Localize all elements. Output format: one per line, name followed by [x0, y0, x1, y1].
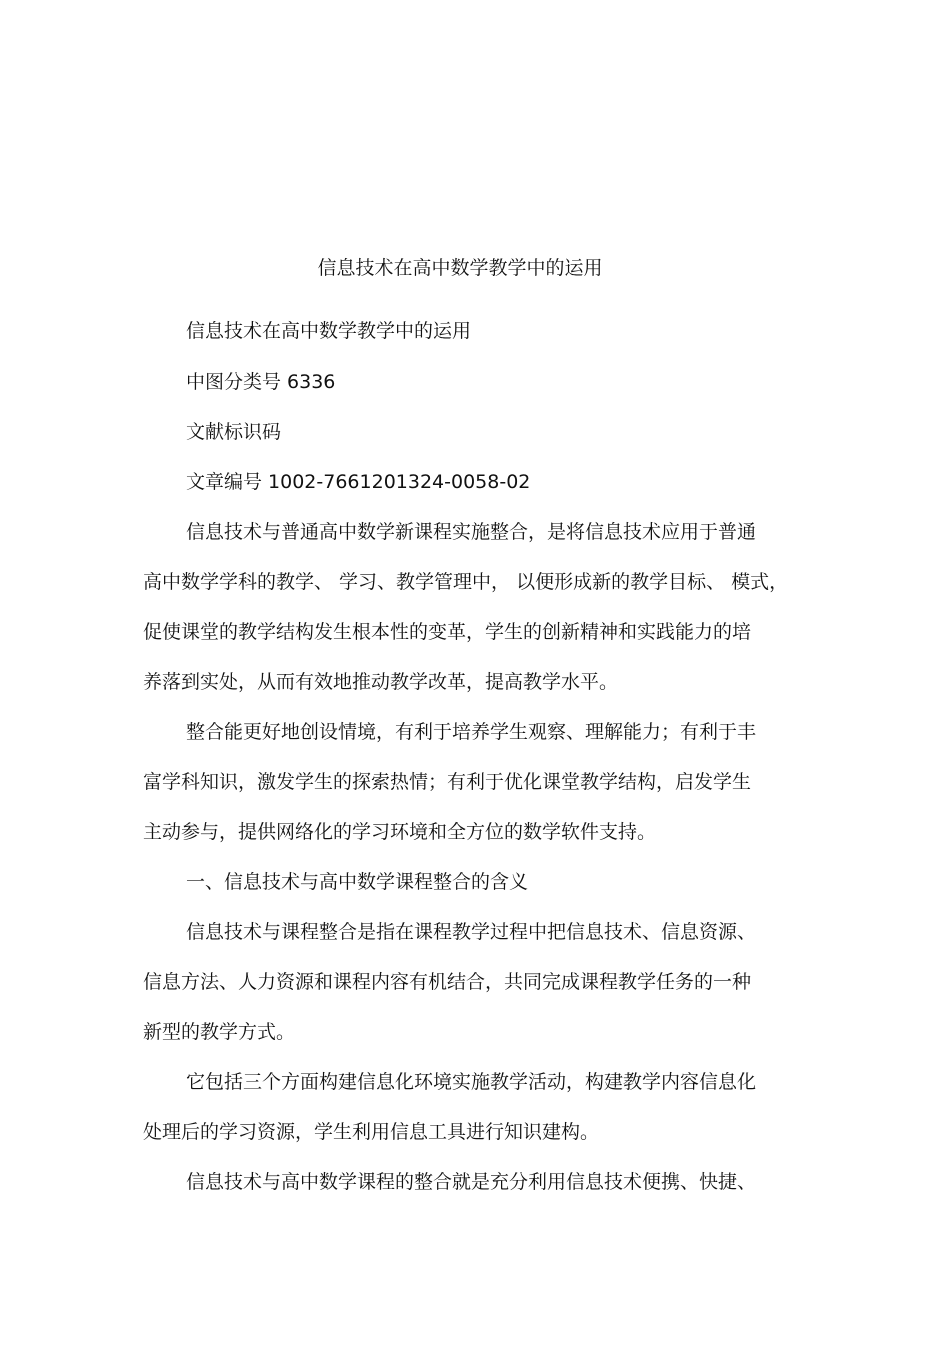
paragraph-1-line-3: 促使课堂的教学结构发生根本性的变革，学生的创新精神和实践能力的培 [143, 621, 752, 643]
paragraph-1-line-1: 信息技术与普通高中数学新课程实施整合，是将信息技术应用于普通 [186, 521, 757, 543]
paragraph-5-line-2: 处理后的学习资源，学生利用信息工具进行知识建构。 [143, 1121, 600, 1143]
paragraph-2-line-1: 整合能更好地创设情境，有利于培养学生观察、理解能力；有利于丰 [186, 721, 757, 743]
paragraph-6-line-1: 信息技术与高中数学课程的整合就是充分利用信息技术便携、快捷、 [186, 1171, 757, 1193]
article-number: 文章编号 1002-7661201324-0058-02 [186, 471, 531, 493]
paragraph-1-line-2: 高中数学学科的教学、 学习、教学管理中， 以便形成新的教学目标、 模式， [143, 571, 789, 593]
paragraph-1-line-4: 养落到实处，从而有效地推动教学改革，提高教学水平。 [143, 671, 619, 693]
paragraph-4-line-1: 信息技术与课程整合是指在课程教学过程中把信息技术、信息资源、 [186, 921, 757, 943]
paragraph-2-line-2: 富学科知识，激发学生的探索热情；有利于优化课堂教学结构，启发学生 [143, 771, 752, 793]
section-heading: 一、信息技术与高中数学课程整合的含义 [186, 871, 529, 893]
paragraph-4-line-2: 信息方法、人力资源和课程内容有机结合，共同完成课程教学任务的一种 [143, 971, 752, 993]
document-code: 文献标识码 [186, 421, 282, 443]
clc-number: 中图分类号 6336 [186, 371, 336, 393]
subtitle: 信息技术在高中数学教学中的运用 [186, 320, 472, 342]
document-title: 信息技术在高中数学教学中的运用 [317, 257, 603, 279]
paragraph-2-line-3: 主动参与，提供网络化的学习环境和全方位的数学软件支持。 [143, 821, 657, 843]
paragraph-5-line-1: 它包括三个方面构建信息化环境实施教学活动，构建教学内容信息化 [186, 1071, 757, 1093]
paragraph-4-line-3: 新型的教学方式。 [143, 1021, 296, 1043]
